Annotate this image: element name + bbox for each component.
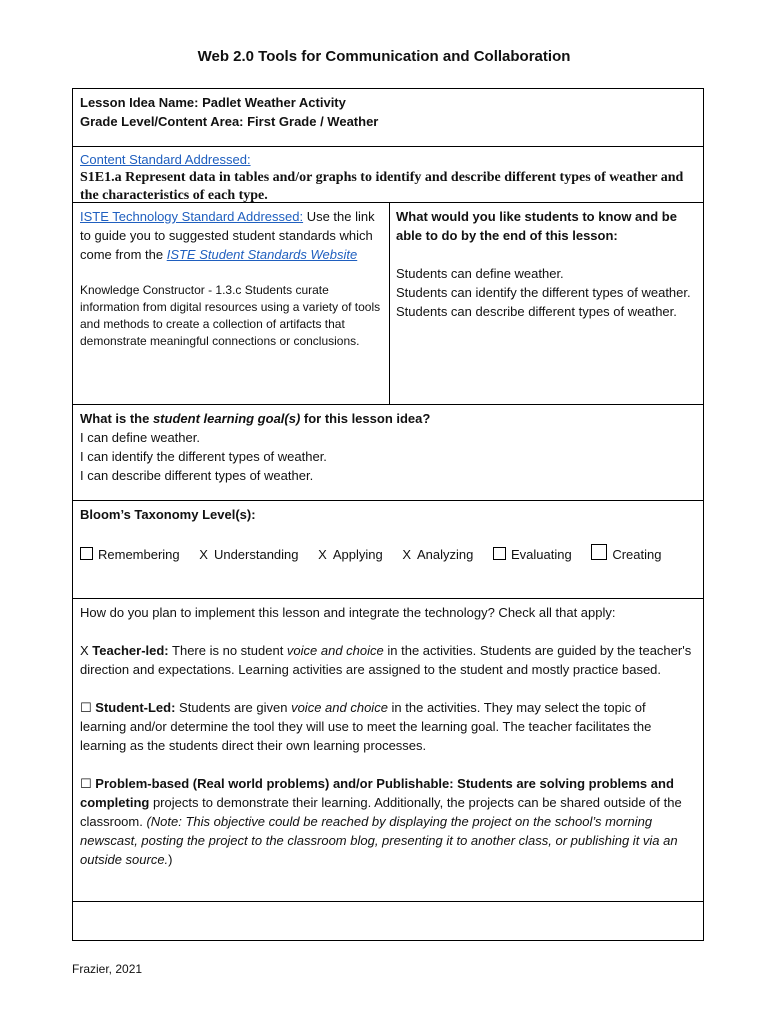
checkbox-icon[interactable]: [80, 547, 93, 560]
implement-question: How do you plan to implement this lesson and integrate the technology? Check all that apply:: [80, 605, 616, 620]
goals-question: What is the student learning goal(s) for this lesson idea?: [80, 411, 431, 426]
standards-row: [73, 203, 703, 405]
content-standard-text: S1E1.a Represent data in tables and/or graphs to identify and describe different types of weather and the characteristics of each type.: [80, 170, 684, 203]
checkbox-icon[interactable]: [591, 544, 607, 560]
blooms-creating[interactable]: Creating: [591, 544, 661, 564]
iste-intro: Use the link to guide you to suggested student standards which come from the: [80, 209, 375, 262]
footer-author: Frazier, 2021: [72, 962, 143, 976]
blooms-remembering[interactable]: Remembering: [80, 545, 180, 564]
page-title: Web 2.0 Tools for Communication and Collaboration: [197, 48, 571, 65]
iste-standard-text: Knowledge Constructor - 1.3.c Students curate information from digital resources using a variety of tools and methods to create a collection of artifacts that demonstrate meaningful connections or conclusions.: [80, 283, 381, 348]
goal-item: I can identify the different types of weather.: [80, 449, 327, 464]
blooms-evaluating[interactable]: Evaluating: [493, 545, 572, 564]
grade-level: Grade Level/Content Area: First Grade / Weather: [80, 114, 379, 129]
student-led-option[interactable]: ☐ Student-Led: Students are given voice and choice in the activities. They may select the topic of learning and/or determine the tool they will use to meet the learning goal. The teacher facilitates the learning as the students direct their own learning processes.: [80, 700, 652, 753]
objective-item: Students can identify the different types of weather.: [396, 285, 691, 300]
implementation-row: [73, 599, 703, 902]
checkbox-icon[interactable]: [493, 547, 506, 560]
blooms-heading: Bloom’s Taxonomy Level(s):: [80, 507, 256, 522]
teacher-led-option[interactable]: X Teacher-led: There is no student voice and choice in the activities. Students are guided by the teacher's direction and expectations. Learning activities are assigned to the student and mostly practice based.: [80, 643, 692, 677]
goal-item: I can define weather.: [80, 430, 200, 445]
lesson-info-row: [73, 89, 703, 147]
lesson-name: Lesson Idea Name: Padlet Weather Activity: [80, 95, 346, 110]
blooms-analyzing[interactable]: X Analyzing: [402, 547, 474, 562]
goal-item: I can describe different types of weather.: [80, 468, 314, 483]
content-standard-heading[interactable]: Content Standard Addressed:: [80, 152, 251, 167]
content-standard-row: [73, 147, 703, 203]
blooms-applying[interactable]: X Applying: [318, 547, 383, 562]
objective-item: Students can describe different types of weather.: [396, 304, 677, 319]
blooms-levels: [80, 544, 696, 564]
iste-website-link[interactable]: ISTE Student Standards Website: [166, 247, 358, 262]
problem-based-option[interactable]: ☐ Problem-based (Real world problems) and/or Publishable: Students are solving problems and completing projects to demonstrate their learning. Additionally, the projects can be shared outside of the classroom. (Note: This objective could be reached by displaying the project on the school’s morning newscast, posting the project to the classroom blog, presenting it to another class, or publishing it via an outside source.): [80, 776, 682, 867]
learning-goals-row: [73, 405, 703, 501]
iste-heading-link[interactable]: ISTE Technology Standard Addressed:: [80, 209, 304, 224]
blooms-row: [73, 501, 703, 599]
objectives-question: What would you like students to know and be able to do by the end of this lesson:: [396, 209, 677, 243]
blooms-understanding[interactable]: X Understanding: [199, 547, 299, 562]
empty-row: [73, 902, 703, 940]
lesson-table: [72, 88, 704, 941]
objective-item: Students can define weather.: [396, 266, 564, 281]
